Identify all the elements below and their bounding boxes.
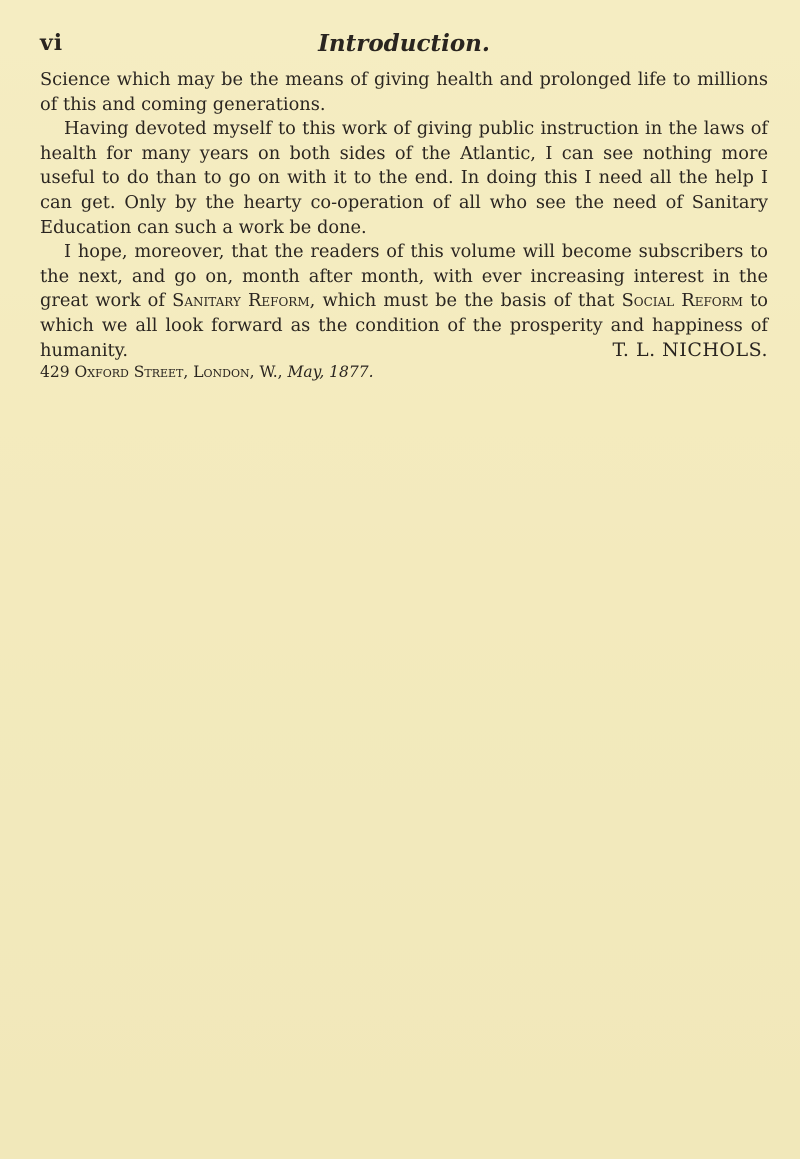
paragraph-hope-text-3: to which we all look forward as the condition of the prosperity and happiness of humanity.	[40, 290, 768, 361]
paragraph-hope-text-1: I hope, moreover, that the readers of this volume will become subscribers to the next, and go on, month after month, with ever increasing interest in the great work of	[40, 241, 768, 312]
paragraph-hope-text-2: , which must be the basis of that	[309, 290, 622, 312]
page-number: vi	[40, 30, 64, 56]
address-line	[40, 363, 374, 381]
author-signature: T. L. NICHOLS.	[612, 339, 768, 361]
page-header	[40, 30, 768, 62]
street-number: 429	[40, 363, 70, 381]
date: May, 1877.	[287, 363, 374, 381]
body-text	[40, 68, 768, 363]
running-title: Introduction.	[318, 30, 490, 57]
social-reform-phrase: Social Reform	[621, 290, 743, 312]
paragraph-devotion: Having devoted myself to this work of giving public instruction in the laws of health for many years on both sides of the Atlantic, I can see nothing more useful to do than to go on with it to the end. In doing this I need all the help I can get. Only by the hearty co-operation of all who see the need of Sanitary Education can such a work be done.	[40, 118, 768, 238]
street-address: Oxford Street, London, W.,	[74, 363, 283, 381]
sanitary-reform-phrase: Sanitary Reform	[172, 290, 310, 312]
paragraph-continuation: Science which may be the means of giving health and prolonged life to millions of this and coming generations.	[40, 69, 768, 115]
